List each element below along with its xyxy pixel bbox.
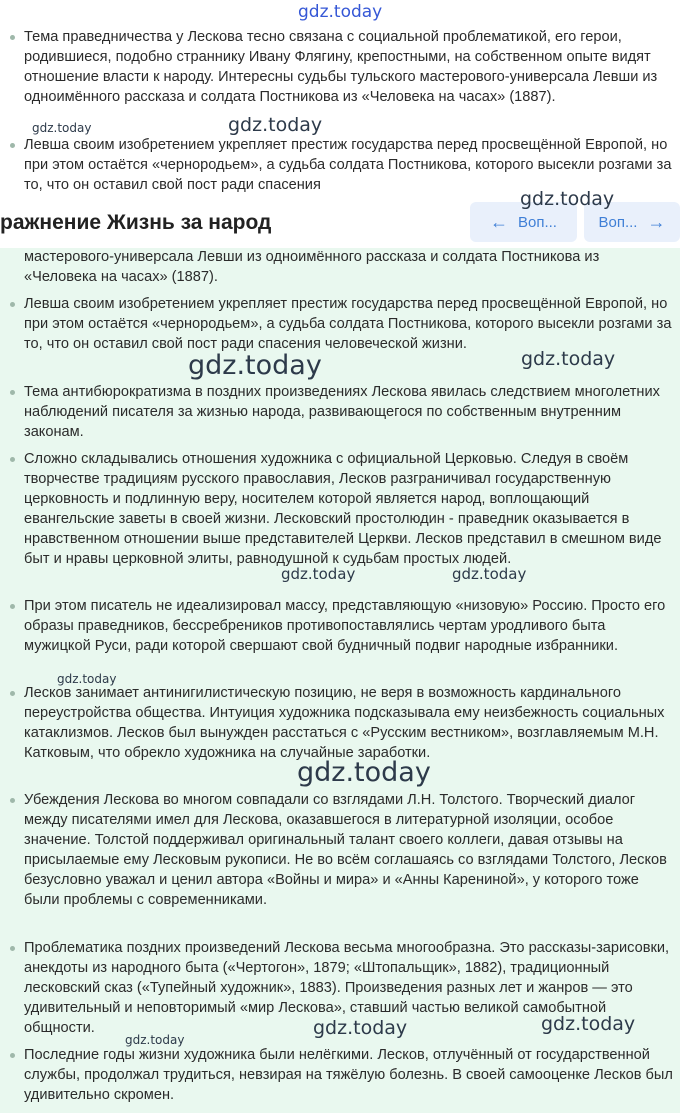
bullet-icon [10, 35, 15, 40]
list-item [0, 449, 680, 569]
list-item [0, 1045, 680, 1105]
item-text: Проблематика поздних произведений Лескова весьма многообразна. Это рассказы-зарисовки, анекдоты из народного быта («Чертогон», 1879; «Штопальщик», 1882), традиционный лесковский сказ («Тупейный художник», 1883). Произведения разных лет и жанров — это удивительный и неповторимый «мир Лескова», ставший частью великой самобытной общности. [24, 940, 670, 1036]
watermark: gdz.today [520, 188, 615, 210]
list-item [0, 596, 680, 656]
item-text: Тема антибюрократизма в поздних произведениях Лескова явилась следствием многолетних наблюдений писателя за жизнью народа, развивающегося по собственным внутренним законам. [24, 384, 660, 440]
watermark: gdz.today [452, 565, 527, 583]
watermark: gdz.today [188, 350, 322, 381]
watermark: gdz.today [281, 565, 356, 583]
bullet-icon [10, 143, 15, 148]
watermark: gdz.today [228, 114, 323, 136]
prev-question-button[interactable] [470, 202, 577, 242]
watermark: gdz.today [298, 2, 383, 22]
sticky-header [0, 198, 680, 248]
arrow-left-icon: ← [490, 212, 508, 232]
bullet-icon [10, 946, 15, 951]
item-text: Сложно складывались отношения художника с официальной Церковью. Следуя в своём творчестве традициям русского православия, Лесков разграничивал государственную церковность и подлинную веру, носителем которой является народ, воплощающий евангельские заветы в своей жизни. Лесковский простолюдин - праведник оказывается в нравственном отношении выше представителей Церкви. Лесков представил в смешном виде быт и нравы церковной элиты, равнодушной к судьбам простых людей. [24, 451, 662, 567]
watermark: gdz.today [541, 1013, 636, 1035]
arrow-right-icon: → [647, 212, 666, 232]
item-text: Последние годы жизни художника были нелёгкими. Лесков, отлучённый от государственной службы, продолжал трудиться, невзирая на тяжёлую болезнь. В своей самооценке Лесков был удивительно скромен. [24, 1047, 673, 1103]
list-item [0, 382, 680, 442]
list-item [0, 247, 680, 289]
bullet-icon [10, 798, 15, 803]
item-text: Левша своим изобретением укрепляет престиж государства перед просвещённой Европой, но при этом остаётся «чернородьем», а судьба солдата Постникова, которого высекли розгами за то, что он оставил свой пост ради спасения [24, 137, 672, 193]
list-item [0, 938, 680, 1038]
watermark: gdz.today [57, 672, 117, 686]
bullet-icon [10, 604, 15, 609]
page-title: ражнение Жизнь за народ [0, 211, 272, 234]
bullet-icon [10, 691, 15, 696]
watermark: gdz.today [521, 348, 616, 370]
item-text: Убеждения Лескова во многом совпадали со взглядами Л.Н. Толстого. Творческий диалог между писателями имел для Лескова, оказавшегося в литературной изоляции, особое значение. Толстой поддерживал оригинальный талант своего коллеги, давая отзывы на присылаемые ему Лесковым рукописи. Не во всём соглашаясь со взглядами Толстого, Лесков безусловно уважал и ценил автора «Войны и мира» и «Анны Карениной», у которого тоже были проблемы с современниками. [24, 792, 667, 908]
watermark: gdz.today [32, 121, 92, 135]
item-text: Левша своим изобретением укрепляет престиж государства перед просвещённой Европой, но при этом остаётся «чернородьем», а судьба солдата Постникова, которого высекли розгами за то, что он оставил свой пост ради спасения человеческой жизни. [24, 296, 672, 352]
next-question-button[interactable] [584, 202, 680, 242]
bullet-icon [10, 390, 15, 395]
prev-question-label: Воп... [518, 213, 557, 231]
list-item [0, 27, 680, 107]
bullet-icon [10, 302, 15, 307]
list-item [0, 683, 680, 763]
watermark: gdz.today [125, 1033, 185, 1047]
item-text: Тема праведничества у Лескова тесно связана с социальной проблематикой, его герои, родившиеся, подобно страннику Ивану Флягину, крепостными, на собственном опыте видят отношение власти к народу. Интересны судьбы тульского мастерового-универсала Левши из одноимённого рассказа и солдата Постникова из «Человека на часах» (1887). [24, 29, 658, 105]
item-text: При этом писатель не идеализировал массу, представляющую «низовую» Россию. Просто его образы праведников, бессребреников противопоставлялись чертам уродливого быта мужицкой Руси, ради которой свершают свой будничный подвиг народные избранники. [24, 598, 666, 654]
list-item [0, 294, 680, 354]
item-text: мастерового-универсала Левши из одноимённого рассказа и солдата Постникова из «Человека на часах» (1887). [24, 249, 600, 285]
list-item [0, 135, 680, 193]
watermark: gdz.today [297, 757, 431, 788]
item-text: Лесков занимает антинигилистическую позицию, не веря в возможность кардинального переустройства общества. Интуиция художника подсказывала ему неизбежность социальных катаклизмов. Лесков был вынужден расстаться с «Русским вестником», возглавляемым М.Н. Катковым, что обрекло художника на случайные заработки. [24, 685, 665, 761]
bullet-icon [10, 1053, 15, 1058]
list-item [0, 790, 680, 910]
watermark: gdz.today [313, 1017, 408, 1039]
bullet-icon [10, 457, 15, 462]
next-question-label: Воп... [598, 213, 638, 231]
